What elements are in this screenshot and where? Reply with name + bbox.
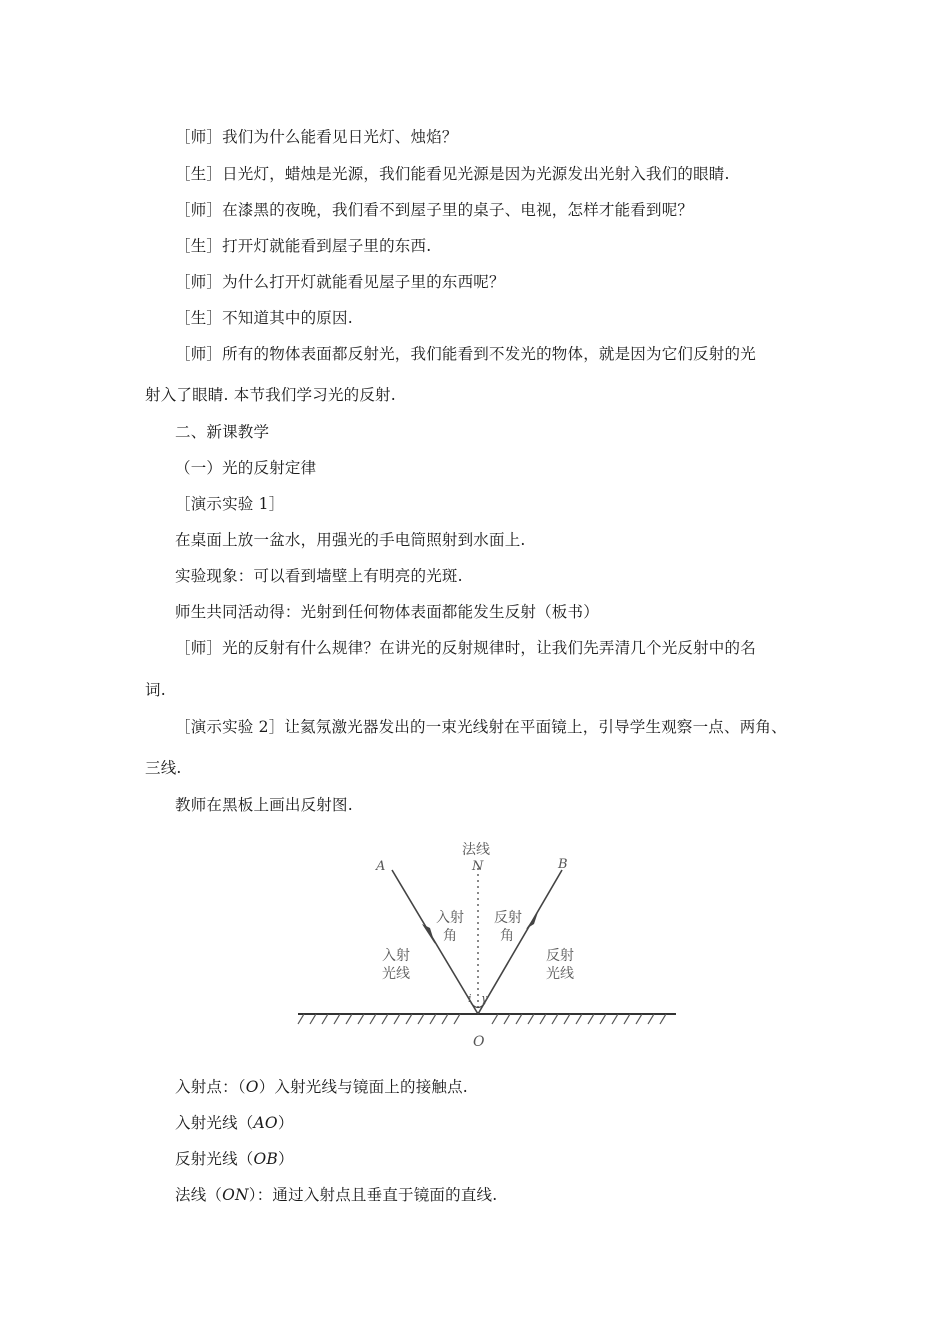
definition-symbol: O <box>245 1078 259 1096</box>
definition-text: ）入射光线与镜面上的接触点. <box>258 1078 468 1096</box>
definition-text: 入射光线（ <box>175 1114 254 1132</box>
paragraph: ［师］光的反射有什么规律？在讲光的反射规律时，让我们先弄清几个光反射中的名 <box>175 639 756 657</box>
reflect-angle-label: 反射 <box>494 910 522 926</box>
paragraph: ［生］日光灯，蜡烛是光源，我们能看见光源是因为光源发出光射入我们的眼睛. <box>175 165 730 183</box>
paragraph-continued: 三线. <box>145 759 182 777</box>
paragraph: 师生共同活动得：光射到任何物体表面都能发生反射（板书） <box>175 603 599 621</box>
mirror-hatching <box>298 1014 666 1024</box>
incident-ray-label: 入射 <box>382 948 410 964</box>
experiment-label: ［演示实验 1］ <box>175 495 285 513</box>
subsection-heading: （一）光的反射定律 <box>175 459 317 477</box>
incident-ray <box>392 870 478 1014</box>
point-A-label: A <box>376 859 386 874</box>
point-N-label: N <box>472 859 484 874</box>
definition-normal <box>175 1185 497 1205</box>
paragraph-continued: 词. <box>145 681 166 699</box>
point-O-label: O <box>473 1034 485 1050</box>
normal-label: 法线 <box>462 842 490 858</box>
definition-text: 法线（ <box>175 1186 223 1204</box>
definition-incident-ray <box>175 1113 294 1133</box>
definition-text: 反射光线（ <box>175 1150 254 1168</box>
angle-i-label: i <box>468 992 472 1005</box>
reflect-ray-label: 光线 <box>546 966 574 982</box>
paragraph: ［师］为什么打开灯就能看见屋子里的东西呢？ <box>175 273 505 291</box>
definition-text: ）：通过入射点且垂直于镜面的直线. <box>248 1186 498 1204</box>
angle-r-label: γ <box>481 992 488 1005</box>
definition-symbol: OB <box>253 1150 279 1168</box>
paragraph: 教师在黑板上画出反射图. <box>175 796 353 814</box>
paragraph-continued: 射入了眼睛. 本节我们学习光的反射. <box>145 386 396 404</box>
incident-angle-label: 角 <box>443 928 457 944</box>
paragraph: ［师］在漆黑的夜晚，我们看不到屋子里的桌子、电视，怎样才能看到呢？ <box>175 201 694 219</box>
reflected-arrow <box>526 912 538 929</box>
paragraph: ［演示实验 2］让氦氖激光器发出的一束光线射在平面镜上，引导学生观察一点、两角、 <box>175 718 787 736</box>
reflection-diagram <box>290 832 690 1054</box>
reflect-angle-label: 角 <box>500 928 514 944</box>
paragraph: ［师］我们为什么能看见日光灯、烛焰？ <box>175 128 458 146</box>
definition-text: ） <box>277 1114 294 1132</box>
paragraph: 在桌面上放一盆水，用强光的手电筒照射到水面上. <box>175 531 526 549</box>
incident-arrow <box>422 924 435 944</box>
incident-angle-label: 入射 <box>436 910 464 926</box>
definition-text: 入射点：（ <box>175 1078 246 1096</box>
reflected-ray <box>478 870 562 1014</box>
paragraph: 实验现象：可以看到墙壁上有明亮的光斑. <box>175 567 463 585</box>
paragraph: ［生］打开灯就能看到屋子里的东西. <box>175 237 432 255</box>
definition-reflected-ray <box>175 1149 294 1169</box>
definition-symbol: AO <box>253 1114 278 1132</box>
paragraph: ［师］所有的物体表面都反射光，我们能看到不发光的物体，就是因为它们反射的光 <box>175 345 756 363</box>
definition-incident-point <box>175 1077 468 1097</box>
paragraph: ［生］不知道其中的原因. <box>175 309 353 327</box>
definition-symbol: ON <box>222 1186 249 1204</box>
definition-text: ） <box>278 1150 294 1168</box>
incident-ray-label: 光线 <box>382 966 410 982</box>
reflect-ray-label: 反射 <box>546 948 574 964</box>
point-B-label: B <box>558 857 568 872</box>
section-heading: 二、新课教学 <box>175 423 270 441</box>
